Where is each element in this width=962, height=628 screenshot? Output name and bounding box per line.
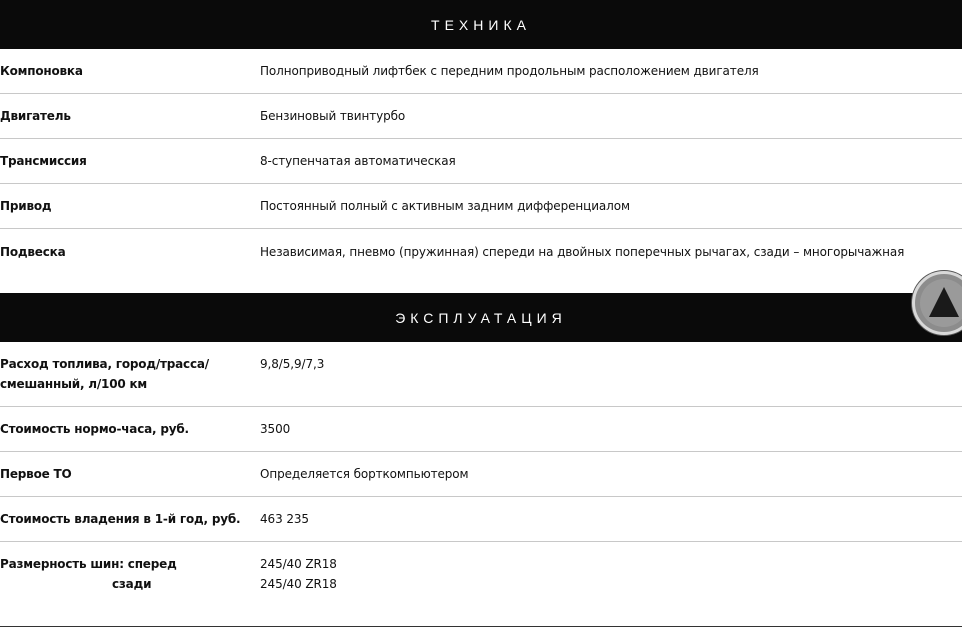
table-row (0, 49, 962, 94)
row-value: 9,8/5,9/7,3 (260, 357, 325, 371)
table-row (0, 94, 962, 139)
spec-table-tech (0, 49, 962, 274)
section-title-expl (0, 293, 962, 342)
row-label (0, 342, 260, 394)
row-label: Компоновка (0, 64, 83, 78)
arrow-up-icon (915, 274, 962, 332)
row-value: 8-ступенчатая автоматическая (260, 154, 456, 168)
row-value: 3500 (260, 422, 291, 436)
row-label: Трансмиссия (0, 154, 87, 168)
row-label: Двигатель (0, 109, 71, 123)
section-title-tech (0, 0, 962, 49)
row-value: Определяется борткомпьютером (260, 467, 469, 481)
tire-rear-value: 245/40 ZR18 (260, 577, 337, 591)
row-label: Привод (0, 199, 52, 213)
tire-rear-label: сзади (112, 577, 152, 591)
row-label-line: Расход топлива, город/трасса/ (0, 357, 209, 371)
row-value: Независимая, пневмо (пружинная) спереди на двойных поперечных рычагах, сзади – многорычажная (260, 244, 905, 259)
row-label: Подвеска (0, 244, 66, 259)
table-row (0, 497, 962, 542)
row-value: Постоянный полный с активным задним дифференциалом (260, 199, 630, 213)
table-row (0, 342, 962, 407)
tire-front-value: 245/40 ZR18 (260, 557, 337, 571)
row-value: 463 235 (260, 512, 309, 526)
scroll-to-top-button[interactable] (912, 271, 962, 335)
table-row (0, 542, 962, 627)
table-row (0, 229, 962, 274)
section-title-tech-text: ТЕХНИКА (431, 16, 531, 33)
table-row (0, 139, 962, 184)
section-title-expl-text: ЭКСПЛУАТАЦИЯ (395, 309, 567, 326)
table-row (0, 452, 962, 497)
row-value (260, 542, 962, 594)
row-label: Первое ТО (0, 467, 72, 481)
table-row (0, 407, 962, 452)
table-row (0, 184, 962, 229)
row-value: Бензиновый твинтурбо (260, 109, 406, 123)
row-label: Стоимость нормо-часа, руб. (0, 422, 189, 436)
spec-table-expl (0, 342, 962, 627)
tire-front-label: Размерность шин: спеpед (0, 557, 177, 571)
row-label (0, 542, 260, 594)
row-value: Полноприводный лифтбек с передним продольным расположением двигателя (260, 64, 759, 78)
row-label-line: смешанный, л/100 км (0, 377, 148, 391)
row-label: Стоимость владения в 1-й год, руб. (0, 512, 241, 526)
